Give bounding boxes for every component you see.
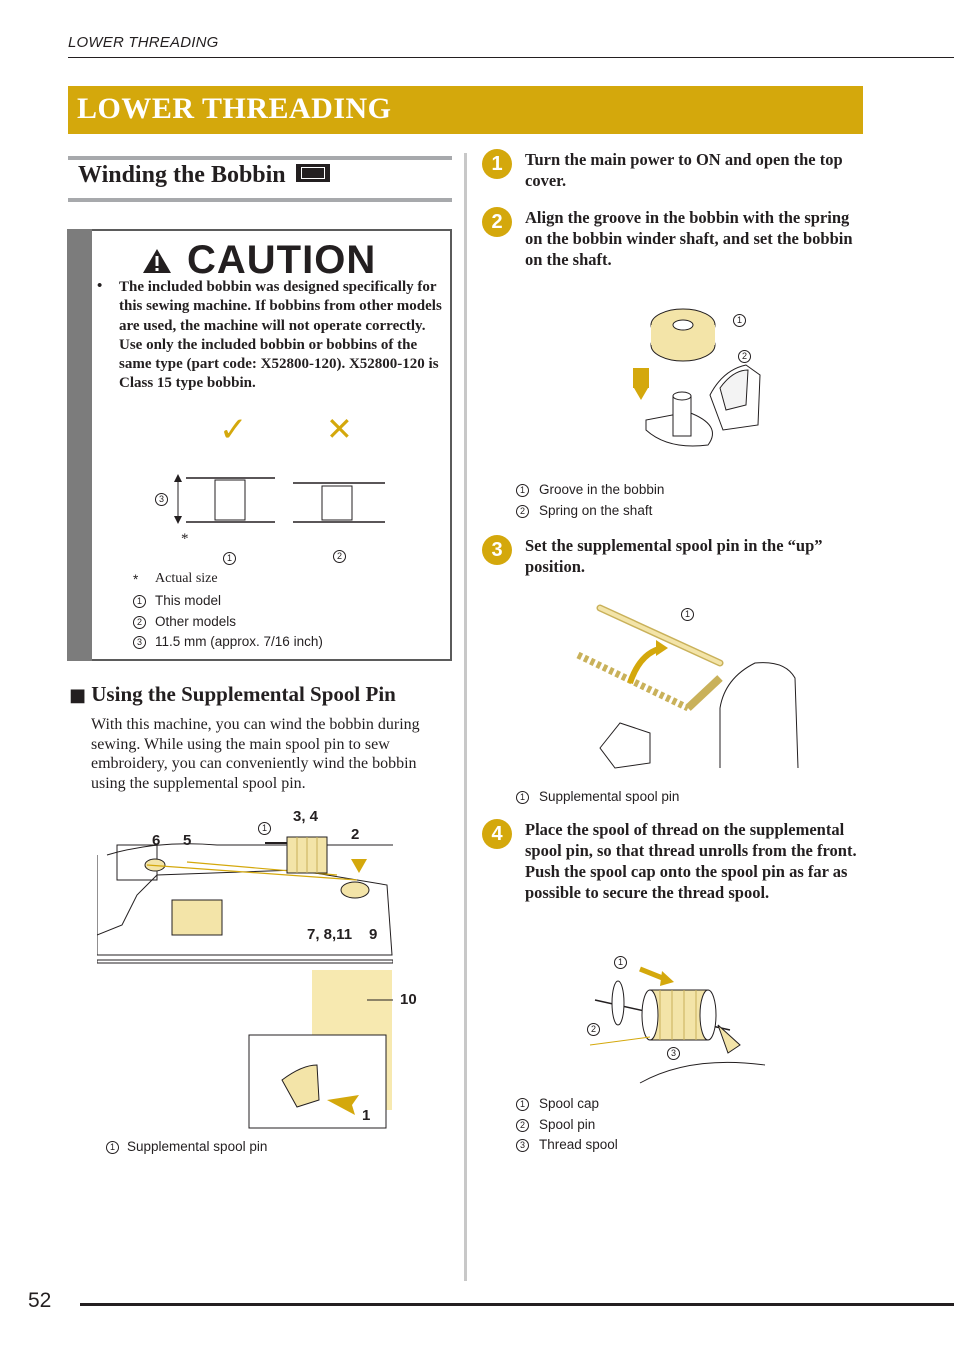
check-mark-icon: ✓ xyxy=(219,410,248,450)
callout-2: 2 xyxy=(333,550,346,563)
step-4-badge: 4 xyxy=(482,819,512,849)
legend-text: Supplemental spool pin xyxy=(539,789,680,804)
step-1-badge: 1 xyxy=(482,149,512,179)
legend-text: Spool pin xyxy=(539,1117,596,1132)
fig-label-9: 9 xyxy=(369,926,378,943)
legend-mark: 3 xyxy=(133,636,146,649)
supplemental-body: With this machine, you can wind the bobbin during sewing. While using the main spool pin to sew embroidery, you can conveniently wind the bobbin using the supplemental spool pin. xyxy=(91,716,420,792)
callout-1: 1 xyxy=(223,552,236,565)
warning-triangle-icon xyxy=(141,247,173,275)
legend-mark: 1 xyxy=(133,595,146,608)
fig-callout-1: 1 xyxy=(614,956,627,969)
subsection-title xyxy=(69,682,396,707)
subsection-title-text: Using the Supplemental Spool Pin xyxy=(91,682,396,706)
machine-top-figure xyxy=(97,815,393,1135)
legend-mark: 1 xyxy=(106,1141,119,1154)
legend-text: 11.5 mm (approx. 7/16 inch) xyxy=(155,634,323,649)
section-rule-top xyxy=(68,156,452,160)
legend-mark: 2 xyxy=(516,1119,529,1132)
legend-mark: 2 xyxy=(133,616,146,629)
page-number: 52 xyxy=(28,1289,52,1312)
fig-callout-2: 2 xyxy=(587,1023,600,1036)
cross-mark-icon: ✕ xyxy=(326,410,353,448)
caution-text: The included bobbin was designed specifically for this sewing machine. If bobbins from other models are used, the machine will not operate correctly. Use only the included bobbin or bobbins of the same type (part code: X52800-120). X52800-120 is Class 15 type bobbin. xyxy=(119,279,442,392)
footer-rule xyxy=(80,1303,954,1306)
caution-heading: CAUTION xyxy=(187,238,377,282)
chapter-title: LOWER THREADING xyxy=(77,92,392,125)
legend-text: Spool cap xyxy=(539,1096,600,1111)
fig-label-7-8-11: 7, 8,11 xyxy=(307,926,353,943)
asterisk: * xyxy=(181,531,189,547)
legend-text: Other models xyxy=(155,614,237,629)
fig-label-2: 2 xyxy=(351,826,360,843)
step-2-text: Align the groove in the bobbin with the spring on the bobbin winder shaft, and set the bobbin on the shaft. xyxy=(525,208,853,269)
fig-label-5: 5 xyxy=(183,832,192,849)
section-title xyxy=(78,162,330,189)
column-divider xyxy=(464,153,467,1281)
spool-pin-up-figure xyxy=(570,598,800,773)
screen-icon xyxy=(296,164,330,182)
legend-text: This model xyxy=(155,593,222,608)
legend-text: Actual size xyxy=(155,571,218,586)
step-2-badge: 2 xyxy=(482,207,512,237)
caution-side-bar xyxy=(67,229,92,661)
fig-label-1: 1 xyxy=(362,1107,371,1124)
legend-mark: 3 xyxy=(516,1139,529,1152)
bobbin-comparison-figure xyxy=(150,470,390,530)
header-rule xyxy=(68,57,954,58)
fig-callout-2: 2 xyxy=(738,350,751,363)
legend-mark: 1 xyxy=(516,484,529,497)
legend-text: Groove in the bobbin xyxy=(539,482,665,497)
bobbin-shaft-figure xyxy=(628,300,768,470)
fig-callout-1: 1 xyxy=(258,822,271,835)
legend-mark: 1 xyxy=(516,1098,529,1111)
fig-callout-1: 1 xyxy=(733,314,746,327)
section-title-text: Winding the Bobbin xyxy=(78,162,286,188)
fig-callout-1: 1 xyxy=(681,608,694,621)
step-3-text: Set the supplemental spool pin in the “up” position. xyxy=(525,536,823,576)
callout-3: 3 xyxy=(155,493,168,506)
legend-mark: * xyxy=(133,572,139,587)
step-1-text: Turn the main power to ON and open the top cover. xyxy=(525,150,843,190)
legend-mark: 1 xyxy=(516,791,529,804)
legend-text: Supplemental spool pin xyxy=(127,1139,268,1154)
fig-label-3-4: 3, 4 xyxy=(293,808,319,825)
bullet: • xyxy=(97,278,103,294)
running-header: LOWER THREADING xyxy=(68,34,219,51)
spool-cap-figure xyxy=(580,955,770,1085)
square-bullet-icon: ■ xyxy=(69,685,87,706)
legend-text: Thread spool xyxy=(539,1137,618,1152)
step-4-text: Place the spool of thread on the supplemental spool pin, so that thread unrolls from the front. Push the spool cap onto the spool pin as far as possible to secure the thread spool. xyxy=(525,820,857,902)
fig-callout-3: 3 xyxy=(667,1047,680,1060)
step-3-badge: 3 xyxy=(482,535,512,565)
legend-text: Spring on the shaft xyxy=(539,503,653,518)
legend-mark: 2 xyxy=(516,505,529,518)
fig-label-10: 10 xyxy=(400,991,417,1008)
section-rule-bottom xyxy=(68,198,452,202)
chapter-title-band xyxy=(68,86,863,134)
fig-label-6: 6 xyxy=(152,832,161,849)
